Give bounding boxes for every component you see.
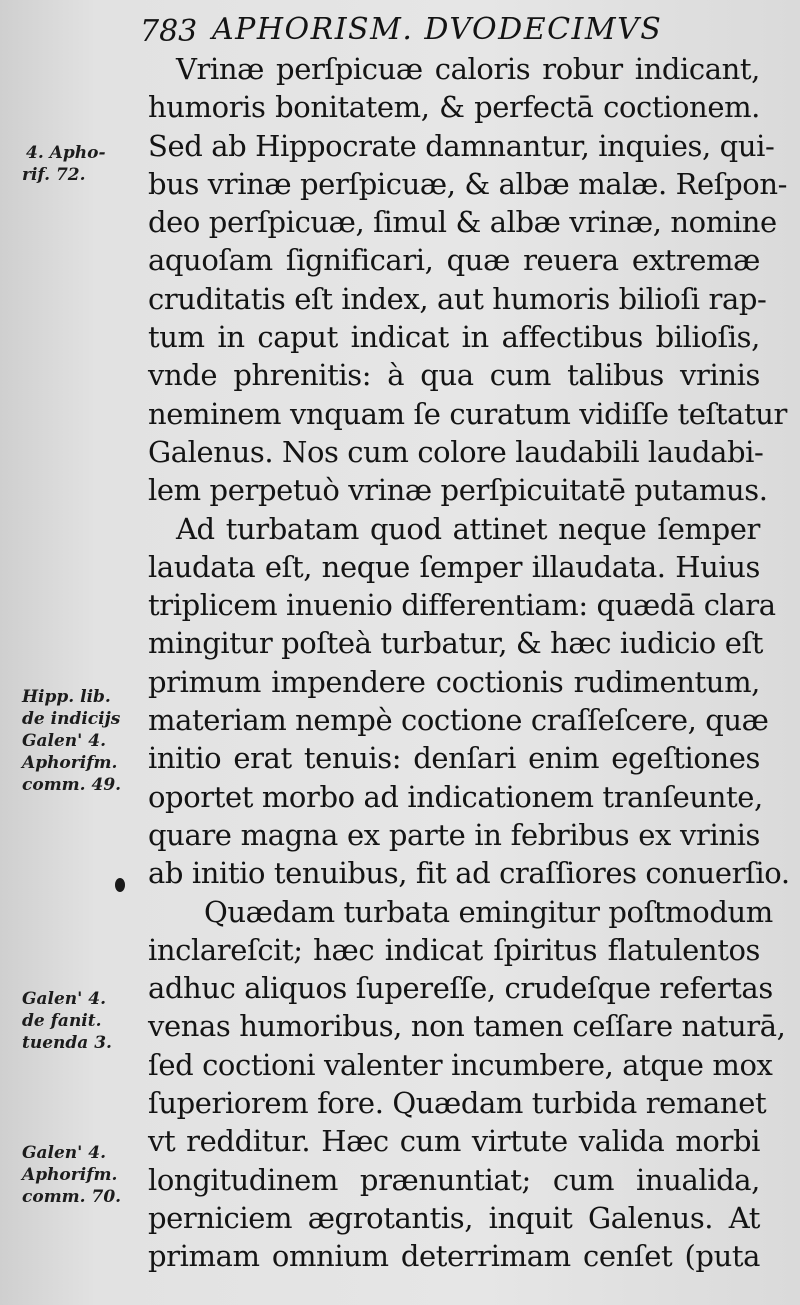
margin-note-line: Hipp. lib. (22, 687, 111, 707)
text-line: ab initio tenuibus, fit ad craſſiores conuerſio. (148, 856, 790, 891)
text-line: Quædam turbata emingitur poſtmodum (204, 894, 773, 929)
margin-note-line: Galen' 4. (22, 1143, 107, 1163)
running-head: APHORISM. DVODECIMVS (212, 12, 663, 47)
text-line: Galenus. Nos cum colore laudabili laudabi- (148, 434, 764, 469)
text-line: longitudinem prænuntiat; cum inualida, (148, 1162, 760, 1197)
text-line: venas humoribus, non tamen ceſſare naturā, (148, 1009, 786, 1044)
margin-note-line: de indicijs (22, 709, 121, 729)
text-line: aquoſam ſignificari, quæ reuera extremæ (148, 243, 760, 278)
margin-note-aphorism-70 (22, 1142, 152, 1208)
text-line: inclareſcit; hæc indicat ſpiritus flatulentos (148, 932, 760, 967)
text-line: primum impendere coctionis rudimentum, (148, 664, 760, 699)
margin-note-line: Aphorifm. (22, 753, 118, 773)
text-line: ſed coctioni valenter incumbere, atque mox (148, 1047, 773, 1082)
text-line: humoris bonitatem, & perfectā coctionem. (148, 90, 760, 125)
margin-note-de-sanitate (22, 988, 152, 1054)
text-line: Vrinæ perſpicuæ caloris robur indicant, (176, 52, 760, 86)
text-line: laudata eſt, neque ſemper illaudata. Huius (148, 549, 760, 584)
body-text (148, 50, 790, 1276)
text-line: bus vrinæ perſpicuæ, & albæ malæ. Reſpon- (148, 166, 788, 201)
margin-note-line: comm. 70. (22, 1187, 122, 1207)
margin-note-line: Galen' 4. (22, 989, 107, 1009)
text-line: vt redditur. Hæc cum virtute valida morbi (148, 1124, 760, 1159)
text-line: tum in caput indicat in affectibus bilioſis, (148, 320, 760, 355)
text-line: initio erat tenuis: denſari enim egeſtiones (148, 741, 760, 776)
text-line: adhuc aliquos ſupereſſe, crudeſque refertas (148, 971, 773, 1006)
margin-note-line: de fanit. (22, 1011, 102, 1031)
text-line: neminem vnquam ſe curatum vidiſſe teſtatur (148, 396, 787, 431)
text-line: Ad turbatam quod attinet neque ſemper (176, 511, 760, 546)
text-line: quare magna ex parte in febribus ex vrinis (148, 817, 760, 852)
text-line: perniciem ægrotantis, inquit Galenus. At (148, 1200, 760, 1235)
text-line: mingitur poſteà turbatur, & hæc iudicio eſt (148, 626, 764, 661)
text-line: vnde phrenitis: à qua cum talibus vrinis (148, 358, 760, 393)
margin-note-hippocrates (22, 686, 152, 796)
text-line: Sed ab Hippocrate damnantur, inquies, qui- (148, 128, 775, 163)
margin-note-line: rif. 72. (22, 165, 86, 185)
margin-note-line: tuenda 3. (22, 1033, 112, 1053)
ink-blot (115, 878, 125, 892)
margin-note-line: Aphorifm. (22, 1165, 118, 1185)
text-line: cruditatis eſt index, aut humoris bilioſi rap- (148, 281, 767, 316)
margin-note-line: comm. 49. (22, 775, 122, 795)
margin-note-line: 4. Apho- (26, 143, 106, 163)
text-line: triplicem inuenio differentiam: quædā clara (148, 588, 776, 623)
text-line: oportet morbo ad indicationem tranſeunte, (148, 779, 763, 814)
text-line: primam omnium deterrimam cenſet (puta (148, 1239, 760, 1274)
text-line: ſuperiorem fore. Quædam turbida remanet (148, 1086, 767, 1121)
text-line: lem perpetuò vrinæ perſpicuitatē putamus. (148, 473, 768, 508)
page-header (0, 10, 800, 50)
margin-note-aphorism-72 (22, 142, 152, 186)
margin-note-line: Galen' 4. (22, 731, 107, 751)
text-line: deo perſpicuæ, ſimul & albæ vrinæ, nomine (148, 205, 777, 240)
text-line: materiam nempè coctione craſſeſcere, quæ (148, 703, 769, 738)
page-number: 783 (140, 14, 198, 49)
